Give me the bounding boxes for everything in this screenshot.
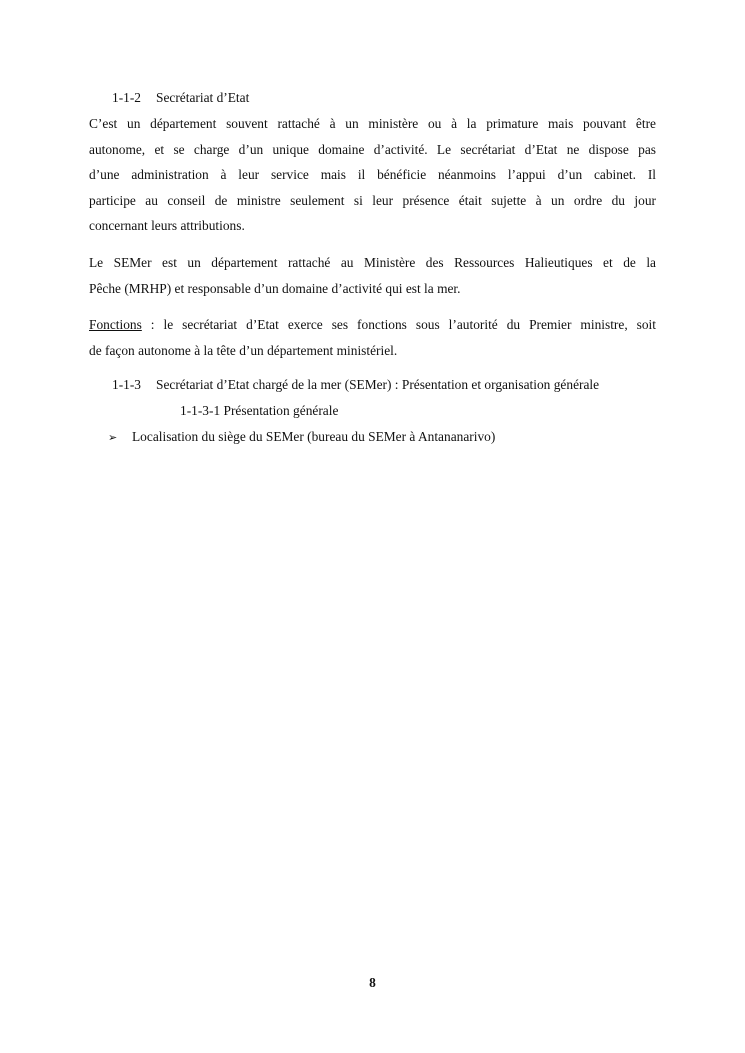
page-number: 8 xyxy=(369,975,376,990)
paragraph-line: C’est un département souvent rattaché à un ministère ou à la primature mais pouvant être xyxy=(89,116,656,131)
bullet-text: Localisation du siège du SEMer (bureau du SEMer à Antananarivo) xyxy=(132,429,496,444)
paragraph-semer-description xyxy=(89,250,656,301)
paragraph-line: de façon autonome à la tête d’un département ministériel. xyxy=(89,342,398,358)
paragraph-line: d’une administration à leur service mais il bénéficie néanmoins l’appui d’un cabinet. Il xyxy=(89,167,656,182)
paragraph-fonctions xyxy=(89,312,656,363)
section-heading-1-1-3 xyxy=(112,377,599,393)
subsection-heading-1-1-3-1 xyxy=(180,403,338,419)
paragraph-secretariat-definition xyxy=(89,111,656,239)
bullet-item-localisation xyxy=(108,429,495,445)
fonctions-label: Fonctions xyxy=(89,317,142,332)
section-heading-1-1-2 xyxy=(112,90,249,106)
paragraph-line: participe au conseil de ministre seulement si leur présence était sujette à un ordre du jour xyxy=(89,192,656,208)
section-number: 1-1-2 xyxy=(112,90,142,105)
subsection-title: 1-1-3-1 Présentation générale xyxy=(180,403,339,418)
paragraph-line: autonome, et se charge d’un unique domaine d’activité. Le secrétariat d’Etat ne dispose pas xyxy=(89,141,656,157)
fonctions-text: : le secrétariat d’Etat exerce ses fonctions sous l’autorité du Premier ministre, soit xyxy=(141,317,656,332)
paragraph-line xyxy=(89,312,656,338)
paragraph-line: Le SEMer est un département rattaché au Ministère des Ressources Halieutiques et de la xyxy=(89,255,656,270)
section-title: Secrétariat d’Etat chargé de la mer (SEMer) : Présentation et organisation générale xyxy=(156,377,600,392)
paragraph-line: Pêche (MRHP) et responsable d’un domaine d’activité qui est la mer. xyxy=(89,280,461,296)
section-number: 1-1-3 xyxy=(112,377,142,392)
paragraph-line: concernant leurs attributions. xyxy=(89,218,245,233)
section-title: Secrétariat d’Etat xyxy=(156,90,250,105)
arrow-bullet-icon: ➢ xyxy=(108,431,118,444)
